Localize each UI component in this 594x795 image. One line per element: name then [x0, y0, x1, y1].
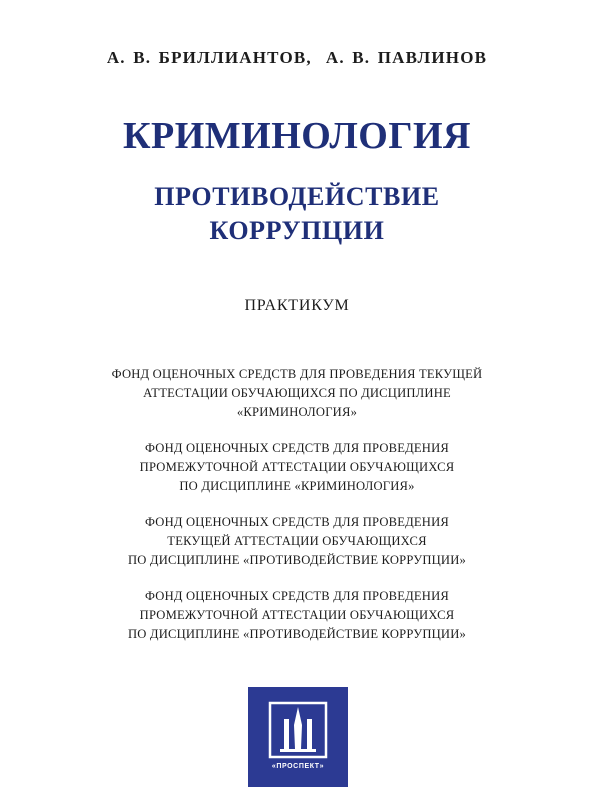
fund-line: АТТЕСТАЦИИ ОБУЧАЮЩИХСЯ ПО ДИСЦИПЛИНЕ: [143, 386, 451, 400]
fund-line: ПО ДИСЦИПЛИНЕ «КРИМИНОЛОГИЯ»: [179, 479, 415, 493]
assessment-funds-list: [60, 365, 534, 661]
fund-line: ФОНД ОЦЕНОЧНЫХ СРЕДСТВ ДЛЯ ПРОВЕДЕНИЯ: [144, 589, 450, 603]
subtitle-line-2: КОРРУПЦИИ: [209, 216, 385, 245]
book-title: КРИМИНОЛОГИЯ: [122, 115, 472, 157]
publisher-logo: [248, 687, 348, 787]
publisher-logo-icon: [268, 701, 328, 759]
book-subtitle: [0, 180, 594, 248]
fund-block: [60, 365, 534, 422]
fund-line: ПО ДИСЦИПЛИНЕ «ПРОТИВОДЕЙСТВИЕ КОРРУПЦИИ»: [127, 553, 467, 567]
fund-block: [60, 513, 534, 570]
publisher-name: «ПРОСПЕКТ»: [271, 763, 325, 770]
fund-line: ПРОМЕЖУТОЧНОЙ АТТЕСТАЦИИ ОБУЧАЮЩИХСЯ: [139, 608, 455, 622]
author-2: А. В. ПАВЛИНОВ: [325, 48, 488, 67]
fund-line: ПРОМЕЖУТОЧНОЙ АТТЕСТАЦИИ ОБУЧАЮЩИХСЯ: [139, 460, 455, 474]
fund-line: ФОНД ОЦЕНОЧНЫХ СРЕДСТВ ДЛЯ ПРОВЕДЕНИЯ: [144, 441, 450, 455]
fund-line: ФОНД ОЦЕНОЧНЫХ СРЕДСТВ ДЛЯ ПРОВЕДЕНИЯ: [144, 515, 450, 529]
fund-line: «КРИМИНОЛОГИЯ»: [236, 405, 358, 419]
fund-line: ТЕКУЩЕЙ АТТЕСТАЦИИ ОБУЧАЮЩИХСЯ: [167, 534, 427, 548]
publication-type: ПРАКТИКУМ: [244, 297, 350, 314]
fund-block: [60, 439, 534, 496]
subtitle-line-1: ПРОТИВОДЕЙСТВИЕ: [154, 182, 440, 211]
fund-line: ПО ДИСЦИПЛИНЕ «ПРОТИВОДЕЙСТВИЕ КОРРУПЦИИ»: [127, 627, 467, 641]
author-1: А. В. БРИЛЛИАНТОВ,: [106, 48, 312, 67]
authors-line: [0, 48, 594, 68]
fund-line: ФОНД ОЦЕНОЧНЫХ СРЕДСТВ ДЛЯ ПРОВЕДЕНИЯ ТЕКУЩЕЙ: [111, 367, 483, 381]
fund-block: [60, 587, 534, 644]
